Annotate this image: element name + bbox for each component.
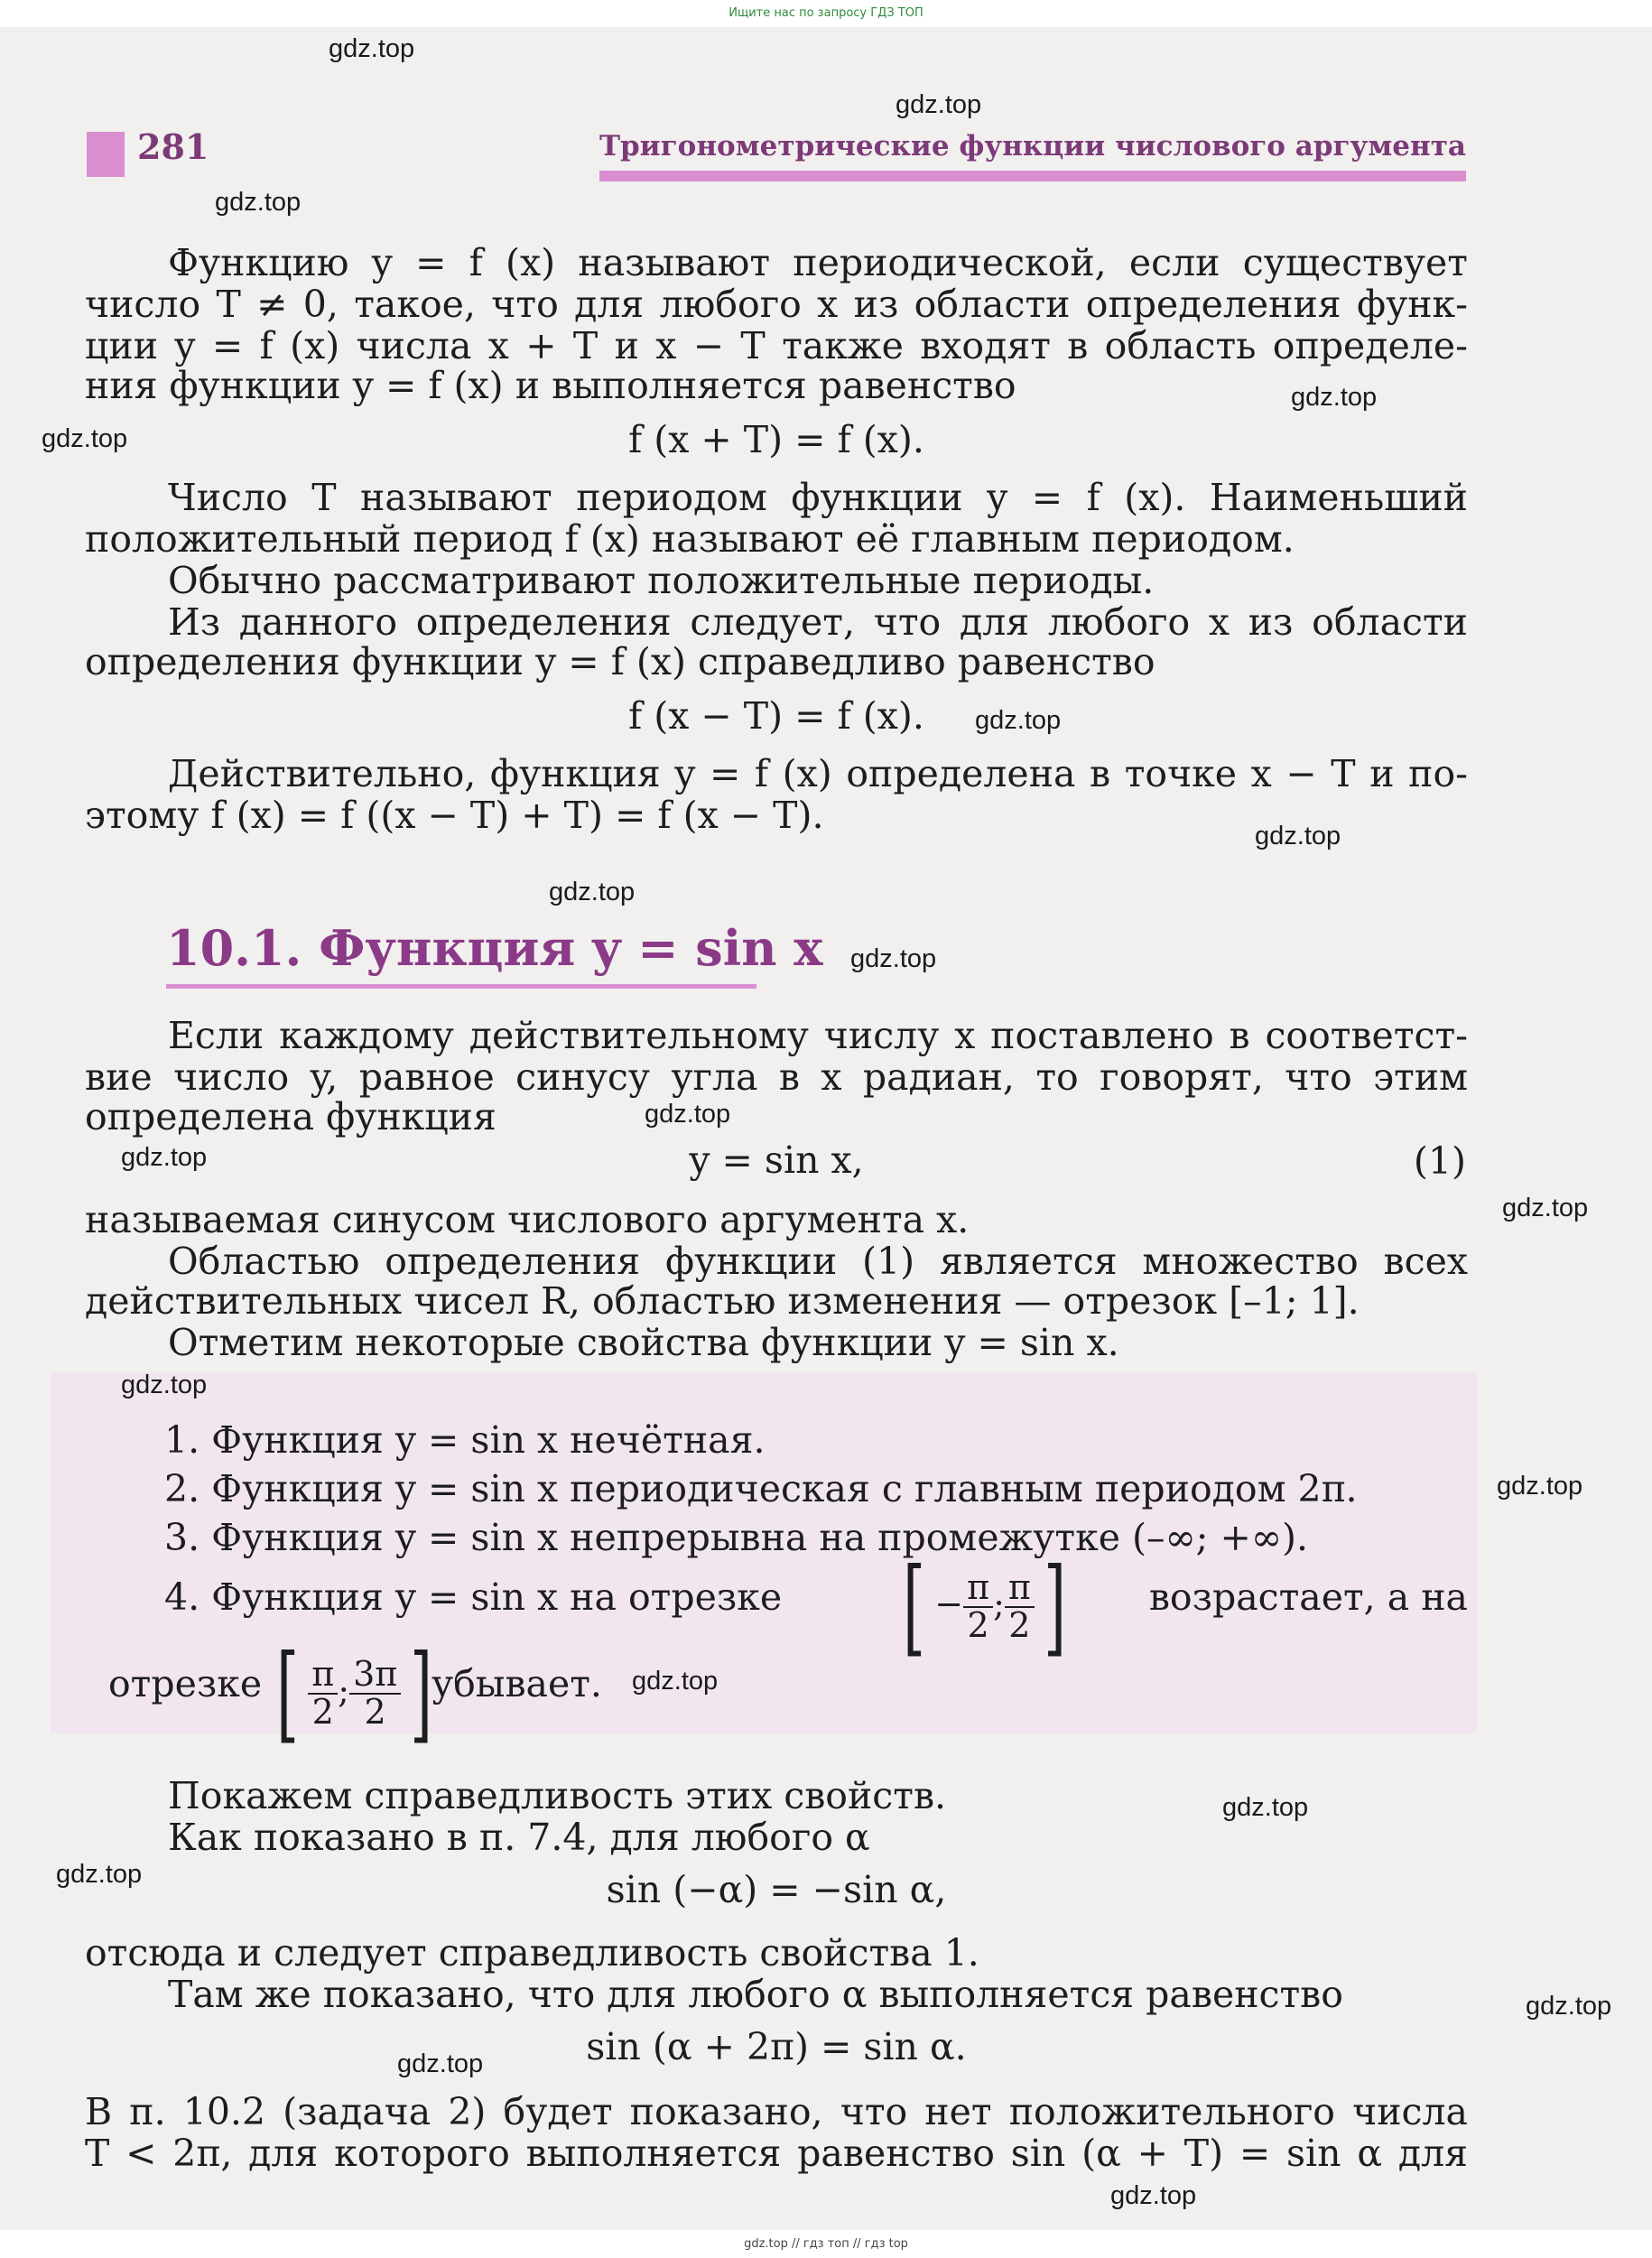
interval-decreasing [267, 1632, 441, 1754]
text-line: отрезке [108, 1662, 263, 1705]
fraction-numerator: π [308, 1657, 338, 1695]
watermark[interactable]: gdz.top [549, 878, 636, 906]
watermark[interactable]: gdz.top [1110, 2181, 1197, 2210]
header-rule [599, 171, 1466, 181]
text-line: убывает. [432, 1662, 602, 1705]
list-item: 3. Функция y = sin x непрерывна на промежутке (–∞; +∞). [164, 1516, 1309, 1559]
watermark[interactable]: gdz.top [1497, 1472, 1583, 1501]
equation: sin (α + 2π) = sin α. [586, 2025, 967, 2068]
watermark[interactable]: gdz.top [975, 706, 1062, 735]
text-line: вие число y, равное синусу угла в x радиан, то говорят, что этим [85, 1055, 1468, 1099]
watermark[interactable]: gdz.top [56, 1860, 143, 1889]
fraction-numerator: 3π [349, 1657, 401, 1695]
minus-sign: − [934, 1584, 964, 1624]
watermark[interactable]: gdz.top [850, 944, 937, 973]
text-line: Покажем справедливость этих свойств. [168, 1774, 947, 1817]
text-line: положительный период f (x) называют её главным периодом. [85, 517, 1295, 561]
top-banner-text[interactable]: Ищите нас по запросу ГДЗ ТОП [729, 6, 923, 20]
text-line: Там же показано, что для любого α выполняется равенство [168, 1973, 1343, 2016]
fraction [349, 1654, 401, 1732]
text-line: Из данного определения следует, что для любого x из области [168, 600, 1468, 644]
watermark[interactable]: gdz.top [121, 1371, 208, 1399]
text-line: Обычно рассматривают положительные периоды. [168, 559, 1155, 602]
equation: f (x + T) = f (x). [628, 418, 924, 461]
watermark[interactable]: gdz.top [1526, 1992, 1612, 2021]
equation: f (x − T) = f (x). [628, 694, 924, 738]
text-line: определения функции y = f (x) справедливо равенство [85, 640, 1155, 683]
watermark[interactable]: gdz.top [1222, 1793, 1309, 1822]
bottom-banner [0, 2230, 1652, 2258]
text-line: ния функции y = f (x) и выполняется равенство [85, 364, 1016, 407]
fraction-denominator: 2 [1008, 1605, 1031, 1645]
interval-increasing [894, 1546, 1075, 1668]
bracket-left: [ [903, 1546, 926, 1668]
fraction-numerator: π [1005, 1570, 1035, 1608]
fraction-denominator: 2 [364, 1692, 386, 1732]
equation: sin (−α) = −sin α, [606, 1868, 947, 1911]
fraction [308, 1654, 338, 1732]
watermark[interactable]: gdz.top [215, 188, 302, 217]
list-item: 1. Функция y = sin x нечётная. [164, 1418, 766, 1462]
text-line: Как показано в п. 7.4, для любого α [168, 1816, 870, 1859]
watermark[interactable]: gdz.top [121, 1143, 208, 1172]
text-line: число T ≠ 0, такое, что для любого x из области определения функ- [85, 283, 1468, 326]
text-line: Функцию y = f (x) называют периодической, если существует [168, 241, 1468, 284]
section-rule [166, 984, 756, 989]
separator: ; [993, 1584, 1005, 1624]
text-line: действительных чисел R, областью изменения — отрезок [–1; 1]. [85, 1279, 1360, 1323]
fraction-denominator: 2 [311, 1692, 334, 1732]
watermark[interactable]: gdz.top [397, 2049, 484, 2078]
fraction [1005, 1567, 1035, 1645]
watermark[interactable]: gdz.top [896, 90, 982, 119]
text-line: Областью определения функции (1) является множество всех [168, 1240, 1468, 1283]
top-banner [0, 0, 1652, 27]
list-item: 4. Функция y = sin x на отрезке [164, 1575, 783, 1619]
watermark[interactable]: gdz.top [645, 1100, 731, 1129]
equation-number: (1) [1413, 1139, 1466, 1183]
bottom-banner-text[interactable]: gdz.top // гдз топ // гдз top [744, 2237, 908, 2251]
separator: ; [338, 1670, 350, 1711]
watermark[interactable]: gdz.top [42, 424, 128, 453]
text-line: Отметим некоторые свойства функции y = sin x. [168, 1321, 1119, 1364]
text-line: Действительно, функция y = f (x) определена в точке x − T и по- [168, 752, 1468, 795]
text-line: отсюда и следует справедливость свойства 1. [85, 1931, 979, 1975]
watermark[interactable]: gdz.top [1291, 383, 1378, 412]
running-title: Тригонометрические функции числового аргумента [599, 130, 1466, 163]
watermark[interactable]: gdz.top [1502, 1194, 1589, 1222]
header-marker [87, 132, 125, 177]
equation: y = sin x, [689, 1138, 864, 1182]
text-line: T < 2π, для которого выполняется равенство sin (α + T) = sin α для [85, 2132, 1468, 2175]
text-line: называемая синусом числового аргумента x. [85, 1198, 970, 1241]
watermark[interactable]: gdz.top [632, 1667, 719, 1696]
list-item: 2. Функция y = sin x периодическая с главным периодом 2π. [164, 1467, 1358, 1510]
fraction-denominator: 2 [967, 1605, 989, 1645]
bracket-right: ] [1044, 1546, 1066, 1668]
text-line: Если каждому действительному числу x поставлено в соответст- [168, 1014, 1468, 1057]
page-number: 281 [137, 126, 209, 167]
text-line: В п. 10.2 (задача 2) будет показано, что нет положительного числа [85, 2090, 1468, 2133]
watermark[interactable]: gdz.top [1255, 822, 1341, 850]
text-line: ции y = f (x) числа x + T и x − T также входят в область определе- [85, 324, 1468, 367]
fraction-numerator: π [963, 1570, 993, 1608]
fraction [963, 1567, 993, 1645]
text-line: возрастает, а на [1148, 1575, 1468, 1619]
text-line: определена функция [85, 1095, 497, 1138]
text-line: этому f (x) = f ((x − T) + T) = f (x − T). [85, 794, 824, 837]
section-title: 10.1. Функция y = sin x [166, 919, 823, 977]
bracket-left: [ [276, 1632, 300, 1754]
watermark[interactable]: gdz.top [329, 34, 415, 63]
text-line: Число T называют периодом функции y = f (x). Наименьший [168, 476, 1468, 519]
bracket-right: ] [410, 1632, 433, 1754]
